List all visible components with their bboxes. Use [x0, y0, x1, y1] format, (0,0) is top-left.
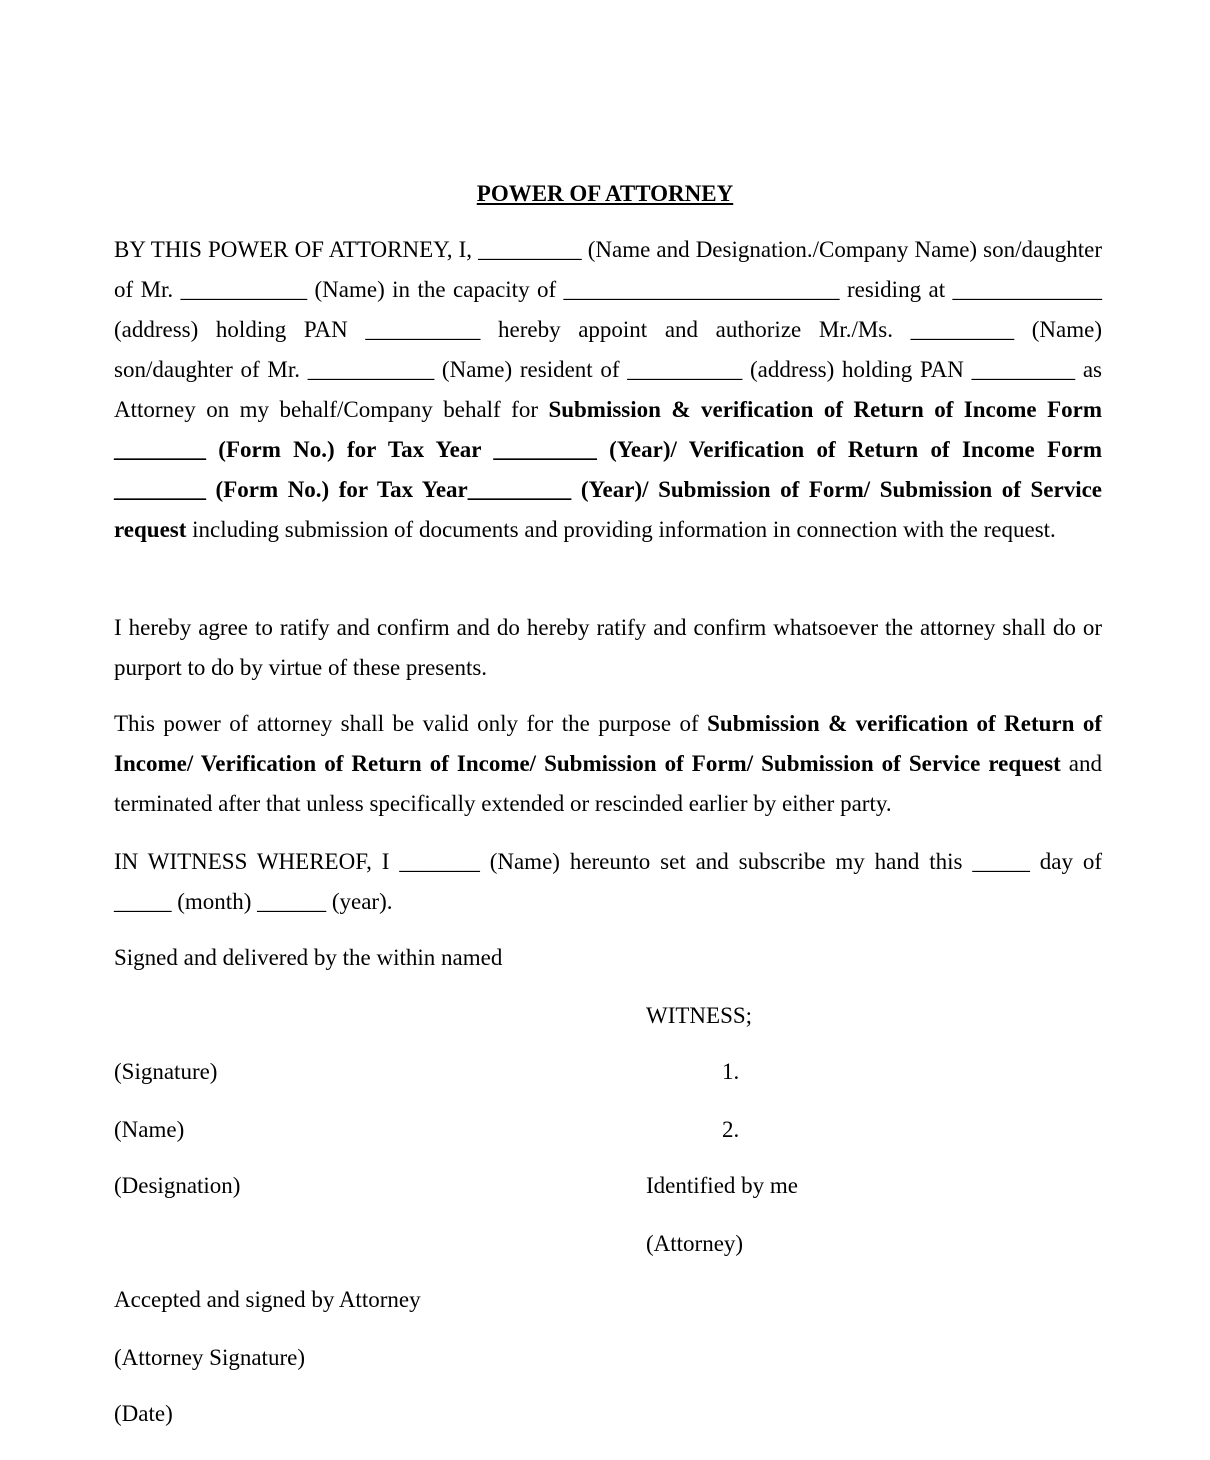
ratify-paragraph: I hereby agree to ratify and confirm and do hereby ratify and confirm whatsoever the attorney shall do or purport to do by virtue of these presents.	[114, 615, 1102, 680]
page-title: POWER OF ATTORNEY	[476, 181, 734, 206]
signed-delivered-label: Signed and delivered by the within named	[114, 945, 503, 970]
witness-whereof-paragraph: IN WITNESS WHEREOF, I _______ (Name) hereunto set and subscribe my hand this _____ day of _____ (month) ______ (year).	[114, 849, 1102, 914]
witness-2-label: 2.	[722, 1117, 740, 1142]
designation-label: (Designation)	[114, 1173, 241, 1198]
witness-1-label: 1.	[722, 1059, 740, 1084]
attorney-signature-label: (Attorney Signature)	[114, 1345, 305, 1370]
witness-heading: WITNESS;	[646, 1003, 753, 1028]
attorney-label: (Attorney)	[646, 1231, 744, 1256]
appointment-purpose: Submission & verification of Return of Income Form ________ (Form No.) for Tax Year _________ (Year)/ Verification of Return of Income Form ________ (Form No.) for Tax Year_________ (Year)/ Submission of Form/ Submission of Service request	[114, 397, 1102, 542]
signature-label: (Signature)	[114, 1059, 218, 1084]
name-label: (Name)	[114, 1117, 185, 1142]
appointment-text-end: including submission of documents and providing information in connection with the request.	[186, 517, 1056, 542]
appointment-text: BY THIS POWER OF ATTORNEY, I, _________ (Name and Designation./Company Name) son/daughter of Mr. ___________ (Name) in the capacity of ________________________ residing at _____________ (address) holding PAN __________ hereby appoint and authorize Mr./Ms. _________ (Name) son/daughter of Mr. ___________ (Name) resident of __________ (address) holding PAN _________ as Attorney on my behalf/Company behalf for	[114, 237, 1102, 422]
identified-by-label: Identified by me	[646, 1173, 799, 1198]
validity-purpose: Submission & verification of Return of Income/ Verification of Return of Income/ Submission of Form/ Submission of Service request	[114, 711, 1102, 776]
date-label: (Date)	[114, 1401, 173, 1426]
validity-text: This power of attorney shall be valid only for the purpose of	[114, 711, 708, 736]
validity-paragraph	[114, 704, 1102, 824]
validity-text-end: and terminated after that unless specifically extended or rescinded earlier by either party.	[114, 751, 1102, 816]
appointment-paragraph	[114, 230, 1102, 550]
accepted-label: Accepted and signed by Attorney	[114, 1287, 421, 1312]
